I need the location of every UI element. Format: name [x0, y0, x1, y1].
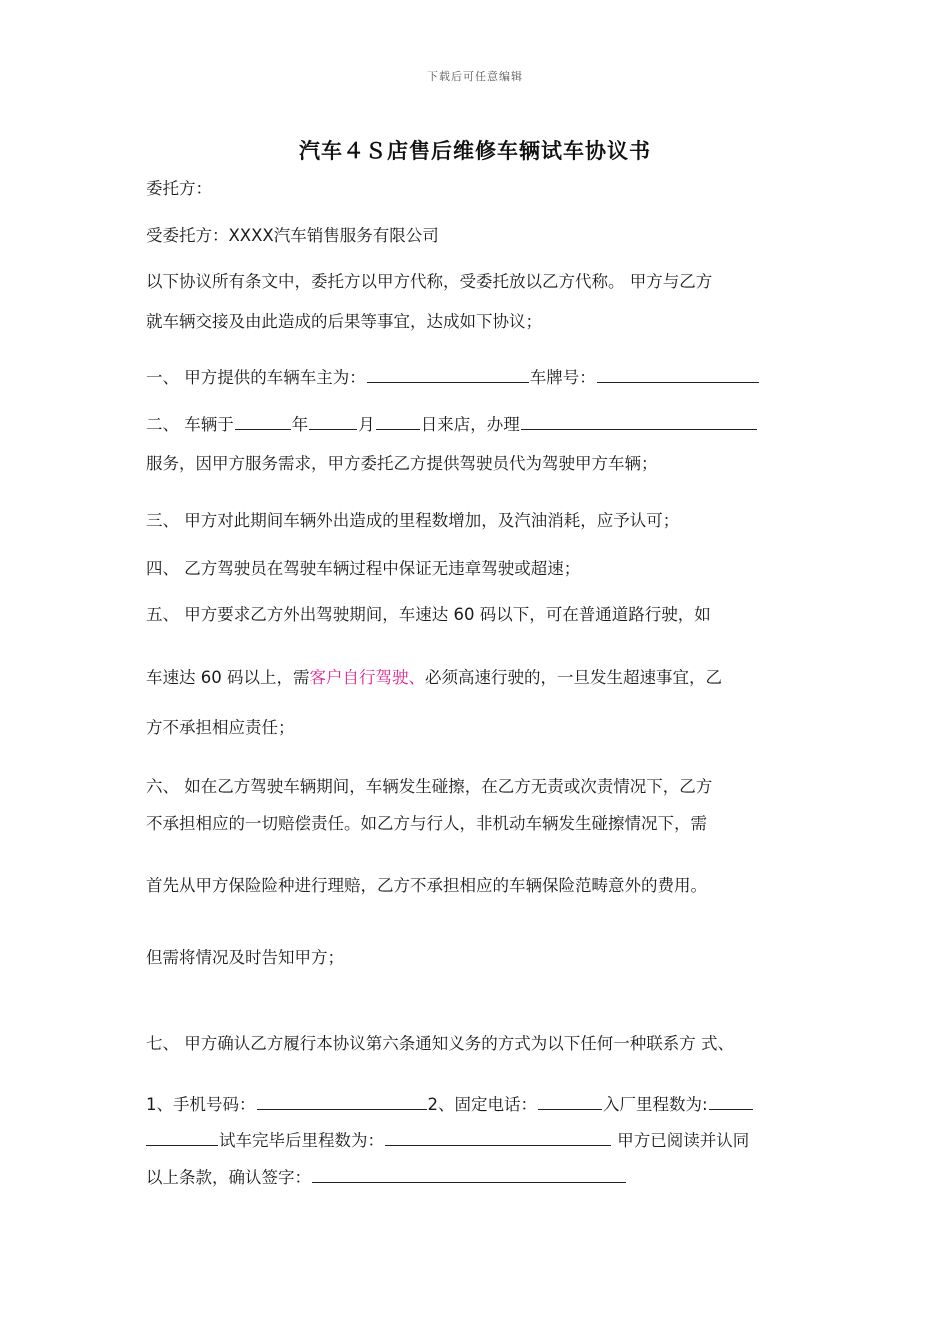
agent-label: 受委托方：	[146, 226, 229, 245]
clause-4: 四、 乙方驾驶员在驾驶车辆过程中保证无违章驾驶或超速；	[146, 559, 581, 578]
header-note: 下载后可任意编辑	[427, 70, 523, 83]
principal-label: 委托方：	[146, 179, 212, 198]
landline-label: 2、固定电话：	[427, 1095, 537, 1114]
signature-blank[interactable]	[312, 1166, 626, 1183]
day-blank[interactable]	[376, 413, 420, 430]
principal-line	[146, 177, 814, 201]
mileage-in-blank-cont[interactable]	[146, 1129, 218, 1146]
mileage-in-blank[interactable]	[709, 1093, 753, 1110]
mobile-label: 1、手机号码：	[146, 1095, 256, 1114]
mobile-blank[interactable]	[257, 1093, 427, 1110]
signature-label: 以上条款，确认签字：	[146, 1168, 311, 1187]
clause-2-line-2: 服务，因甲方服务需求，甲方委托乙方提供驾驶员代为驾驶甲方车辆；	[146, 454, 658, 473]
intro-line-1: 以下协议所有条文中，委托方以甲方代称，受委托放以乙方代称。 甲方与乙方	[146, 272, 713, 291]
clause-3: 三、 甲方对此期间车辆外出造成的里程数增加，及汽油消耗，应予认可；	[146, 511, 680, 530]
plate-blank[interactable]	[597, 366, 759, 383]
clause-5-line-2-end: 必须高速行驶的，一旦发生超速事宜，乙	[425, 668, 722, 687]
clause-5-line-3: 方不承担相应责任；	[146, 718, 295, 737]
day-label: 日来店，办理	[420, 415, 520, 434]
clause-2-line-1	[146, 413, 814, 437]
clause-1-owner-label: 一、 甲方提供的车辆车主为：	[146, 368, 366, 387]
mileage-in-label: 入厂里程数为:	[603, 1095, 708, 1114]
clause-5-line-2	[146, 666, 814, 690]
clause-7-line-3	[146, 1129, 814, 1153]
clause-6-line-1: 六、 如在乙方驾驶车辆期间，车辆发生碰擦，在乙方无责或次责情况下，乙方	[146, 777, 713, 796]
year-blank[interactable]	[235, 413, 291, 430]
mileage-out-label: 试车完毕后里程数为：	[219, 1131, 384, 1150]
mileage-out-blank[interactable]	[385, 1129, 611, 1146]
service-blank[interactable]	[521, 413, 757, 430]
confirm-text: 甲方已阅读并认同	[612, 1131, 750, 1150]
clause-1	[146, 366, 814, 390]
clause-2-label: 二、 车辆于	[146, 415, 234, 434]
agent-line	[146, 224, 814, 248]
clause-6-line-2: 不承担相应的一切赔偿责任。如乙方与行人，非机动车辆发生碰擦情况下，需	[146, 814, 707, 833]
clause-1-plate-label: 车牌号：	[529, 368, 596, 387]
clause-6-line-3: 首先从甲方保险险种进行理赔，乙方不承担相应的车辆保险范畴意外的费用。	[146, 876, 707, 895]
month-blank[interactable]	[309, 413, 357, 430]
agent-name: XXXX汽车销售服务有限公司	[228, 226, 439, 245]
landline-blank[interactable]	[538, 1093, 602, 1110]
clause-7-line-2	[146, 1093, 814, 1117]
clause-5-line-2-start: 车速达 60 码以上，需	[146, 668, 310, 687]
month-label: 月	[358, 415, 375, 434]
clause-5-highlight: 客户自行驾驶、	[309, 668, 425, 687]
owner-blank[interactable]	[367, 366, 529, 383]
clause-7-line-4	[146, 1166, 814, 1190]
clause-7-line-1: 七、 甲方确认乙方履行本协议第六条通知义务的方式为以下任何一种联系方 式、	[146, 1034, 734, 1053]
clause-5-line-1: 五、 甲方要求乙方外出驾驶期间，车速达 60 码以下，可在普通道路行驶，如	[146, 605, 711, 624]
year-label: 年	[291, 415, 309, 434]
document-title: 汽车４Ｓ店售后维修车辆试车协议书	[299, 139, 651, 163]
clause-6-line-4: 但需将情况及时告知甲方；	[146, 948, 344, 967]
intro-line-2: 就车辆交接及由此造成的后果等事宜，达成如下协议；	[146, 312, 542, 331]
